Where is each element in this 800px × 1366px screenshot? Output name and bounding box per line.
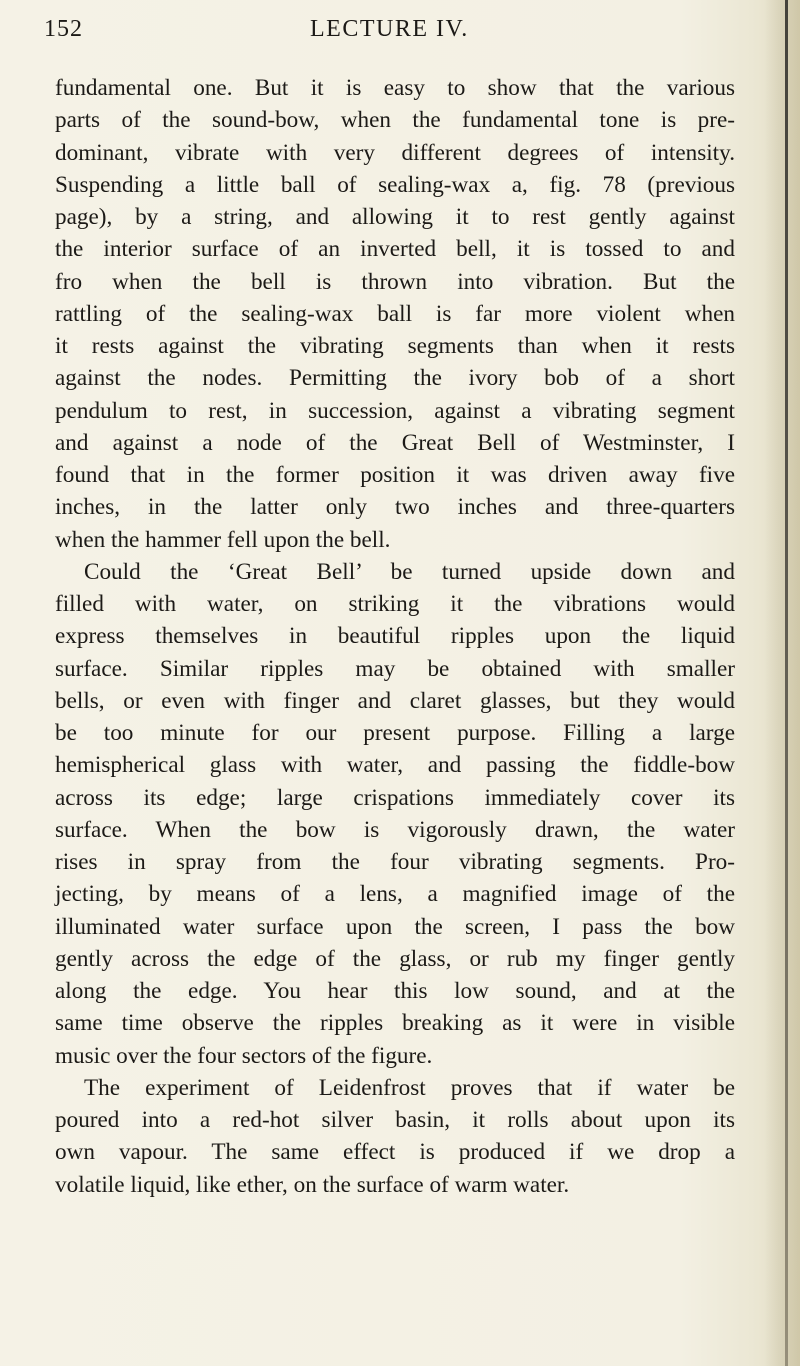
page-number: 152 <box>44 16 83 42</box>
text-line: rattling of the sealing-wax ball is far more violent when <box>55 300 735 327</box>
page-edge-rule <box>785 0 788 1366</box>
text-line: music over the four sectors of the figure. <box>55 1042 433 1069</box>
text-line: fundamental one. But it is easy to show that the various <box>55 75 735 101</box>
text-line: and against a node of the Great Bell of Westminster, I <box>55 429 735 456</box>
text-line: Could the ‘Great Bell’ be turned upside down and <box>84 558 735 585</box>
text-line: illuminated water surface upon the screen, I pass the bow <box>55 913 735 940</box>
text-line: found that in the former position it was driven away five <box>55 462 735 488</box>
running-head: LECTURE IV. <box>310 16 469 42</box>
text-line: parts of the sound-bow, when the fundamental tone is pre- <box>55 107 735 134</box>
text-line: rises in spray from the four vibrating segments. Pro- <box>55 849 735 875</box>
text-line: jecting, by means of a lens, a magnified image of the <box>55 881 735 908</box>
text-line: when the hammer fell upon the bell. <box>55 526 391 553</box>
text-line: fro when the bell is thrown into vibration. But the <box>55 268 735 295</box>
text-line: hemispherical glass with water, and passing the fiddle-bow <box>55 752 735 779</box>
text-line: across its edge; large crispations immediately cover its <box>55 784 735 811</box>
text-line: dominant, vibrate with very different degrees of intensity. <box>55 139 735 166</box>
text-line: Suspending a little ball of sealing-wax a, fig. 78 (previous <box>55 171 735 198</box>
page-header <box>44 16 724 48</box>
text-line: same time observe the ripples breaking as it were in visible <box>55 1010 735 1037</box>
body-text <box>55 72 735 1201</box>
text-line: The experiment of Leidenfrost proves that if water be <box>84 1074 735 1101</box>
text-line: surface. Similar ripples may be obtained with smaller <box>55 655 735 682</box>
text-line: surface. When the bow is vigorously drawn, the water <box>55 816 735 843</box>
text-line: own vapour. The same effect is produced if we drop a <box>55 1139 735 1166</box>
text-line: gently across the edge of the glass, or rub my finger gently <box>55 945 735 972</box>
text-line: be too minute for our present purpose. Filling a large <box>55 720 735 746</box>
text-line: inches, in the latter only two inches and three-quarters <box>55 494 735 521</box>
text-line: pendulum to rest, in succession, against a vibrating segment <box>55 397 735 424</box>
text-line: along the edge. You hear this low sound, and at the <box>55 978 735 1004</box>
text-line: volatile liquid, like ether, on the surface of warm water. <box>55 1171 570 1198</box>
text-line: against the nodes. Permitting the ivory bob of a short <box>55 365 735 392</box>
text-line: page), by a string, and allowing it to rest gently against <box>55 204 735 230</box>
page-binding-shadow <box>764 0 800 1366</box>
text-line: the interior surface of an inverted bell, it is tossed to and <box>55 236 735 263</box>
text-line: poured into a red-hot silver basin, it rolls about upon its <box>55 1107 735 1133</box>
text-line: it rests against the vibrating segments than when it rests <box>55 333 735 359</box>
text-line: bells, or even with finger and claret glasses, but they would <box>55 687 735 714</box>
text-line: filled with water, on striking it the vibrations would <box>55 591 735 617</box>
text-line: express themselves in beautiful ripples upon the liquid <box>55 623 735 650</box>
